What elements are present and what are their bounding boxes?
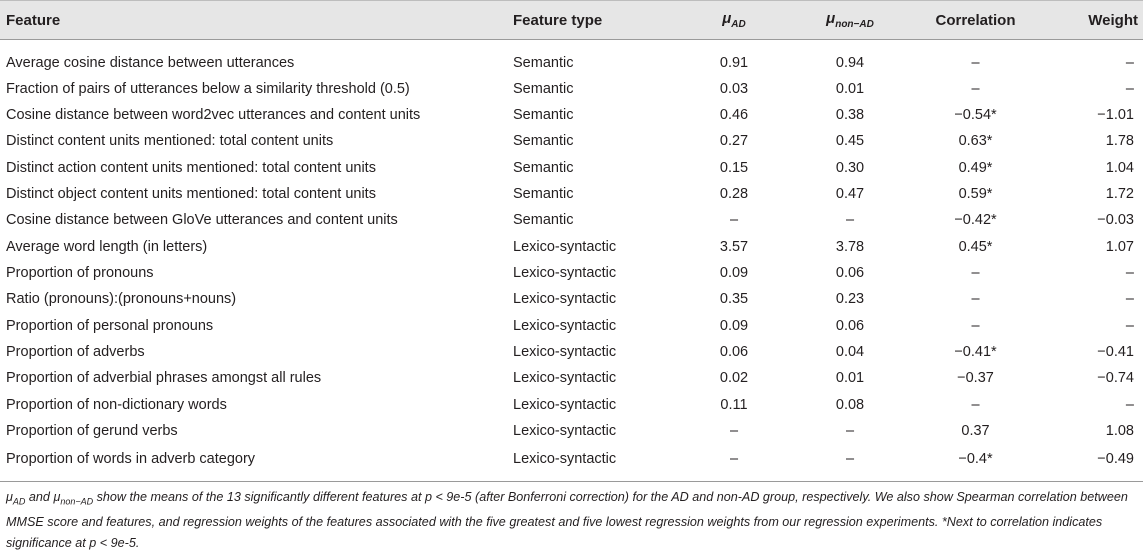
table-row (0, 181, 1143, 207)
header-mu-nonad (791, 1, 909, 40)
caption-mu-nonad-sub: non−AD (60, 496, 94, 507)
cell-mu-ad: 0.11 (720, 396, 748, 413)
cell-correlation: – (971, 317, 980, 334)
cell-correlation: 0.59* (958, 186, 993, 203)
cell-weight: – (1125, 54, 1134, 71)
cell-feature-type: Lexico-syntactic (513, 344, 617, 361)
cell-weight: −0.03 (1097, 212, 1134, 229)
cell-feature-type: Semantic (513, 54, 574, 71)
cell-feature: Proportion of personal pronouns (6, 317, 214, 334)
table-row (0, 418, 1143, 444)
cell-mu-nonad: 0.45 (835, 133, 865, 150)
cell-correlation: 0.45* (958, 238, 993, 255)
cell-correlation: – (971, 265, 980, 282)
cell-feature: Proportion of pronouns (6, 265, 154, 282)
cell-mu-nonad: 0.23 (835, 291, 865, 308)
cell-mu-ad: 0.15 (719, 159, 749, 176)
table-row (0, 260, 1143, 286)
cell-weight: 1.07 (1105, 238, 1134, 255)
cell-mu-ad: 0.09 (719, 265, 749, 282)
cell-feature-type: Semantic (513, 186, 574, 203)
caption-mu-nonad: μ (53, 490, 61, 504)
cell-feature: Proportion of non-dictionary words (6, 396, 227, 413)
table-row (0, 128, 1143, 154)
cell-feature-type: Lexico-syntactic (513, 291, 617, 308)
cell-correlation: 0.63* (958, 133, 993, 150)
cell-mu-nonad: 0.08 (835, 396, 865, 413)
cell-feature: Proportion of words in adverb category (6, 451, 256, 468)
cell-mu-nonad: 0.06 (835, 265, 865, 282)
table-caption (6, 487, 1136, 553)
header-mu-ad-symbol: μ (722, 10, 732, 27)
cell-correlation: – (971, 396, 980, 413)
cell-mu-nonad: 0.01 (835, 370, 865, 387)
cell-mu-ad: 0.03 (719, 80, 749, 97)
cell-mu-nonad: 3.78 (835, 238, 865, 255)
cell-feature-type: Lexico-syntactic (513, 317, 617, 334)
cell-mu-ad: – (729, 451, 739, 468)
header-weight: Weight (1088, 11, 1138, 29)
cell-correlation: – (971, 291, 980, 308)
cell-correlation: −0.54* (954, 107, 997, 124)
table-row (0, 365, 1143, 391)
cell-feature: Cosine distance between word2vec utterances and content units (6, 107, 421, 124)
cell-feature-type: Lexico-syntactic (513, 451, 617, 468)
cell-mu-ad: 3.57 (719, 238, 749, 255)
cell-weight: – (1125, 265, 1134, 282)
cell-feature: Fraction of pairs of utterances below a similarity threshold (0.5) (6, 80, 410, 97)
cell-feature: Distinct content units mentioned: total content units (6, 133, 334, 150)
cell-feature-type: Lexico-syntactic (513, 370, 617, 387)
table-row (0, 313, 1143, 339)
cell-feature: Average cosine distance between utterances (6, 54, 295, 71)
cell-mu-ad: 0.02 (719, 370, 749, 387)
cell-weight: −0.49 (1097, 451, 1134, 468)
cell-mu-nonad: 0.47 (835, 186, 865, 203)
cell-weight: – (1125, 317, 1134, 334)
caption-mu-ad-sub: AD (12, 496, 26, 507)
table-row (0, 207, 1143, 233)
table-row (0, 155, 1143, 181)
cell-feature: Average word length (in letters) (6, 238, 208, 255)
cell-feature: Distinct object content units mentioned: total content units (6, 186, 376, 203)
cell-correlation: – (971, 80, 980, 97)
cell-weight: 1.78 (1105, 133, 1134, 150)
cell-correlation: 0.37 (961, 423, 990, 440)
table-row (0, 286, 1143, 312)
cell-correlation: −0.42* (954, 212, 997, 229)
table-row (0, 392, 1143, 418)
cell-feature-type: Lexico-syntactic (513, 396, 617, 413)
cell-correlation: −0.41* (954, 344, 997, 361)
cell-weight: 1.72 (1105, 186, 1134, 203)
table-bottom-rule (0, 481, 1143, 482)
cell-mu-ad: 0.06 (719, 344, 749, 361)
header-mu-ad (677, 1, 791, 40)
table-body (0, 40, 1143, 475)
cell-correlation: – (971, 54, 980, 71)
cell-weight: – (1125, 291, 1134, 308)
table-header-row (0, 1, 1143, 40)
cell-correlation: −0.4* (958, 451, 993, 468)
cell-mu-nonad: 0.04 (835, 344, 865, 361)
cell-mu-ad: 0.09 (719, 317, 749, 334)
cell-weight: −1.01 (1097, 107, 1134, 124)
table-row (0, 76, 1143, 102)
cell-mu-nonad: – (845, 451, 855, 468)
cell-feature: Ratio (pronouns):(pronouns+nouns) (6, 291, 237, 308)
cell-feature-type: Semantic (513, 80, 574, 97)
cell-mu-ad: 0.27 (719, 133, 749, 150)
cell-feature-type: Semantic (513, 212, 574, 229)
header-mu-nonad-sub: non−AD (835, 19, 874, 30)
cell-mu-nonad: – (845, 423, 855, 440)
cell-mu-ad: 0.28 (719, 186, 749, 203)
cell-feature-type: Lexico-syntactic (513, 238, 617, 255)
cell-mu-ad: 0.91 (719, 54, 749, 71)
cell-feature: Proportion of adverbs (6, 344, 145, 361)
caption-text: show the means of the 13 significantly different features at p < 9e-5 (after Bonferroni correction) for the AD and non-AD group, respectively. We also show Spearman correlation between MMSE score and features, and regression weights of the features associated with the five greatest and five lowest regression weights from our regression experiments. *Next to correlation indicates significance at p < 9e-5. (6, 490, 1128, 550)
table-row (0, 102, 1143, 128)
cell-feature: Distinct action content units mentioned: total content units (6, 159, 376, 176)
cell-weight: −0.41 (1097, 344, 1134, 361)
cell-correlation: 0.49* (958, 159, 993, 176)
header-feature: Feature (6, 11, 61, 29)
cell-feature-type: Lexico-syntactic (513, 265, 617, 282)
header-correlation: Correlation (935, 11, 1016, 29)
cell-feature: Cosine distance between GloVe utterances and content units (6, 212, 398, 229)
cell-mu-ad: 0.46 (719, 107, 749, 124)
cell-mu-nonad: 0.30 (835, 159, 865, 176)
cell-feature-type: Lexico-syntactic (513, 423, 617, 440)
table-row (0, 234, 1143, 260)
cell-mu-nonad: 0.94 (835, 54, 865, 71)
cell-feature: Proportion of adverbial phrases amongst all rules (6, 370, 322, 387)
cell-feature-type: Semantic (513, 159, 574, 176)
table-row (0, 40, 1143, 76)
cell-feature-type: Semantic (513, 107, 574, 124)
cell-weight: – (1125, 80, 1134, 97)
cell-mu-nonad: 0.38 (835, 107, 865, 124)
caption-mu-ad: μ (6, 490, 13, 504)
cell-mu-ad: – (729, 423, 739, 440)
cell-mu-ad: 0.35 (719, 291, 749, 308)
cell-mu-nonad: – (845, 212, 855, 229)
caption-and: and (25, 490, 54, 504)
cell-correlation: −0.37 (957, 370, 994, 387)
table-row (0, 339, 1143, 365)
cell-mu-ad: – (729, 212, 739, 229)
header-mu-nonad-symbol: μ (826, 10, 836, 27)
header-feature-type: Feature type (513, 11, 603, 29)
cell-weight: 1.04 (1105, 159, 1134, 176)
cell-feature: Proportion of gerund verbs (6, 423, 178, 440)
cell-mu-nonad: 0.01 (835, 80, 865, 97)
table-row (0, 444, 1143, 474)
cell-weight: 1.08 (1105, 423, 1134, 440)
header-mu-ad-sub: AD (731, 19, 746, 30)
cell-weight: – (1125, 396, 1134, 413)
cell-feature-type: Semantic (513, 133, 574, 150)
cell-mu-nonad: 0.06 (835, 317, 865, 334)
cell-weight: −0.74 (1097, 370, 1134, 387)
